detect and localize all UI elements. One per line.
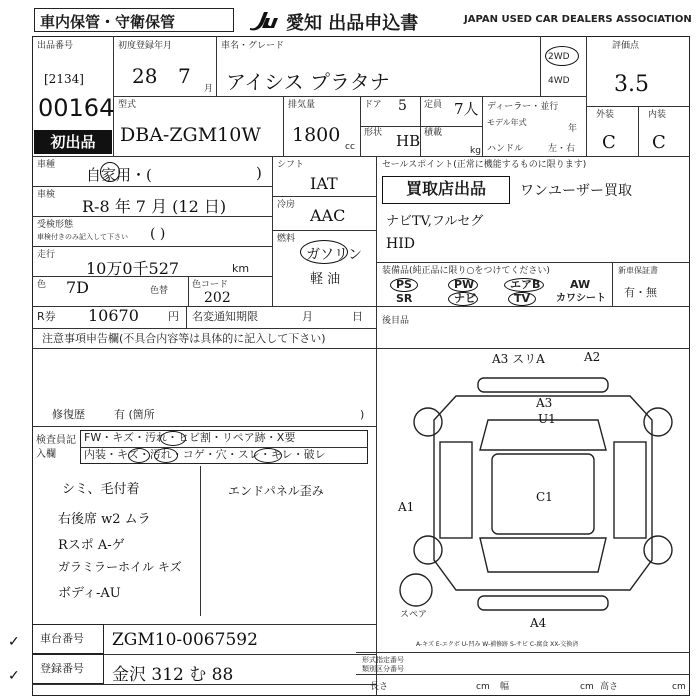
equipment-label: 装備品(純正品に限り○をつけてください): [382, 266, 550, 276]
insp2-rub-circle: [254, 448, 282, 463]
chassis-label: 車台番号: [40, 632, 84, 645]
diagram-label-spare: スペア: [400, 610, 428, 620]
equip-airbag: エアB: [510, 278, 541, 291]
dimension-label2: 類別区分番号: [362, 665, 404, 673]
insp2-dirt-circle: [154, 448, 178, 463]
registration-month-unit: 月: [204, 84, 214, 94]
score-value: 3.5: [614, 72, 649, 97]
insp1-repair: リペア跡: [222, 431, 266, 444]
vehicle-name-label: 車名・グレード: [221, 41, 285, 51]
shape-label: 形状: [364, 128, 383, 138]
model-label: 型式: [118, 100, 137, 110]
diagram-legend: A-キズ E-エクボ U-凹み W-補修跡 S-サビ C-腐食 XX-交換済: [416, 641, 579, 648]
receipt-note: 車検付きのみ記入して下さい: [37, 233, 128, 241]
color-code: 202: [204, 290, 231, 306]
chassis-value: ZGM10-0067592: [112, 630, 258, 650]
comment-1: シミ、毛付着: [62, 482, 140, 497]
displacement-value: 1800: [292, 124, 341, 146]
wheel-rl-shape: [414, 536, 442, 564]
wheel-fl-shape: [414, 408, 442, 436]
color-change-label: 色替: [150, 286, 169, 296]
registration-month: 7: [178, 64, 191, 88]
equip-airbag-circle: [504, 278, 544, 292]
inspection-label: 車検: [37, 190, 56, 200]
receipt-paren: ( ): [150, 226, 166, 242]
year-unit: 年: [568, 124, 578, 134]
wheel-fr-shape: [644, 408, 672, 436]
wheel-rr-shape: [644, 536, 672, 564]
diagram-label-a2: A2: [584, 350, 601, 364]
diagram-label-a4: A4: [530, 616, 547, 630]
inspection-value: R-8 年 7 月 (12 日): [82, 197, 227, 216]
check-mark-1: ✓: [8, 634, 20, 650]
notice-month: 月: [302, 310, 313, 323]
sales-point-line3: HID: [386, 236, 415, 252]
new-car-warranty-label: 新車保証書: [618, 266, 658, 275]
notice-label: 名変通知期限: [192, 310, 258, 323]
insp1-scratch: キズ: [112, 431, 134, 444]
receipt-label: 受検形態: [37, 220, 74, 230]
fuel-circle: [300, 240, 348, 264]
interior-label: 内装: [648, 110, 667, 120]
comment-6: ボディ-AU: [58, 586, 121, 601]
comment-4: Rスポ A-ゲ: [58, 538, 125, 553]
equip-ps-circle: [390, 278, 418, 292]
recycle-label: R券: [37, 310, 56, 323]
sales-points-label: セールスポイント(正常に機能するものに限ります): [382, 160, 587, 170]
usage-circle: [100, 162, 120, 182]
dimension-height-unit: cm: [672, 682, 686, 692]
inspector-row1: FW・キズ・汚れ・ヒビ割・リペア跡・X要: [84, 431, 296, 444]
exterior-score: C: [602, 132, 616, 153]
color-code-label: 色コード: [192, 280, 229, 290]
score-label: 評価点: [612, 41, 640, 51]
header-english-title: JAPAN USED CAR DEALERS ASSOCIATION: [464, 14, 692, 25]
lot-number: 00164: [38, 94, 115, 122]
dimension-label: 形式指定番号: [362, 656, 404, 664]
inspector-label: 検査員記入欄: [36, 435, 76, 460]
mileage-unit: km: [232, 262, 250, 275]
repair-value: 有 (箇所: [114, 408, 155, 421]
comment-5: ガラミラーホイル キズ: [58, 560, 182, 574]
interior-score: C: [652, 132, 666, 153]
fuel-label: 燃料: [277, 234, 296, 244]
insp2-interior: 内装: [84, 448, 106, 461]
equip-navi: ナビ: [454, 292, 476, 305]
vehicle-name: アイシス プラタナ: [226, 70, 390, 94]
dimension-height: 高さ: [600, 682, 619, 692]
diagram-label-u1: U1: [538, 412, 556, 426]
equip-sr: SR: [396, 292, 413, 305]
left-door-shape: [440, 442, 472, 538]
load-unit: kg: [470, 146, 481, 156]
insp2-dirt: 汚れ: [149, 448, 172, 461]
equip-tv: TV: [514, 292, 531, 305]
color-value: 7D: [66, 278, 90, 297]
insp2-cut: キレ: [270, 448, 293, 461]
insp2-rub: スレ: [237, 448, 260, 461]
equip-ps: PS: [396, 278, 412, 291]
repair-close: ): [360, 408, 365, 421]
dimension-length: 長さ: [370, 682, 389, 692]
drive-2wd: 2WD: [548, 52, 570, 62]
capacity-value: 7人: [454, 100, 479, 118]
notice-day: 日: [352, 310, 363, 323]
insp2-tear: 破レ: [303, 448, 326, 461]
fuel-value: ガソリン: [306, 247, 362, 263]
dimension-width-unit: cm: [580, 682, 594, 692]
comment-3: 右後席 w2 ムラ: [58, 512, 151, 527]
insp1-dirt: 汚れ: [145, 431, 167, 444]
diagram-label-c1: C1: [536, 490, 553, 504]
insp-dirt-circle: [160, 431, 186, 446]
insp1-x: X要: [276, 431, 296, 444]
handle-options: 左・右: [548, 144, 576, 154]
recycle-unit: 円: [168, 310, 179, 323]
usage-close: ): [256, 164, 262, 182]
shift-value: IAT: [310, 174, 338, 193]
comment-2: エンドパネル歪み: [228, 484, 324, 498]
insp2-scratch-circle: [128, 448, 150, 463]
equip-leather: カワシート: [556, 293, 606, 304]
diagram-label-a1: A1: [398, 500, 415, 514]
usage-label: 車種: [37, 160, 56, 170]
equip-aw: AW: [570, 278, 591, 291]
rear-bumper-shape: [478, 596, 608, 610]
spare-tire-shape: [400, 574, 432, 606]
dimension-length-unit: cm: [476, 682, 490, 692]
right-door-shape: [614, 442, 646, 538]
lot-label: 出品番号: [37, 41, 74, 51]
inspector-row2: 内装・キズ・汚れ・コゲ・穴・スレ・キレ・破レ: [84, 448, 326, 461]
diagram-label-a3: A3: [536, 396, 553, 410]
lot-sub-number: [2134]: [44, 72, 84, 86]
equip-pw: PW: [454, 278, 475, 291]
load-label: 積載: [424, 128, 443, 138]
repair-label: 修復歴: [52, 408, 85, 421]
doors-value: 5: [398, 98, 407, 114]
diagram-label-a3-sli: A3 スリA: [492, 352, 545, 366]
displacement-label: 排気量: [288, 100, 316, 110]
check-mark-2: ✓: [8, 668, 20, 684]
fuel-alt: 軽 油: [310, 272, 341, 287]
recycle-value: 10670: [88, 306, 139, 325]
registration-year: 28: [132, 64, 158, 88]
displacement-unit: cc: [345, 142, 355, 152]
first-listing-badge: 初出品: [34, 130, 112, 154]
plate-value: 金沢 312 む 88: [112, 665, 234, 685]
ac-value: AAC: [310, 206, 346, 225]
registration-label: 初度登録年月: [118, 41, 173, 51]
handle-label: ハンドル: [487, 144, 524, 154]
model-year-label: モデル年式: [487, 118, 527, 127]
model-value: DBA-ZGM10W: [120, 124, 261, 146]
mileage-value: 10万0千527: [86, 259, 180, 278]
header-org-title: 愛知 出品申込書: [286, 13, 419, 34]
insp2-burn: コゲ: [182, 448, 205, 461]
dealer-label: ディーラー・並行: [487, 102, 559, 112]
insp1-fw: FW: [84, 431, 102, 444]
rear-glass-shape: [480, 538, 606, 572]
shift-label: シフト: [277, 160, 305, 170]
exterior-label: 外装: [596, 110, 615, 120]
door-label: ドア: [364, 100, 382, 110]
equip-navi-circle: [448, 292, 478, 306]
color-label: 色: [37, 280, 47, 290]
header-left-title: 車内保管・守衛保管: [40, 13, 176, 31]
drive-4wd: 4WD: [548, 76, 570, 86]
sales-point-line2: ナビTV,フルセグ: [386, 214, 484, 229]
mileage-label: 走行: [37, 250, 56, 260]
drive-2wd-circle: [545, 46, 579, 66]
new-car-warranty-value: 有・無: [624, 286, 657, 299]
usage-value: 自家用・(: [86, 166, 152, 184]
notes-label: 注意事項申告欄(不具合内容等は具体的に記入して下さい): [42, 332, 326, 345]
sales-points-stamp: 買取店出品: [382, 176, 510, 204]
equip-tv-circle: [508, 292, 536, 306]
sales-point-line1: ワンユーザー買取: [520, 183, 632, 199]
front-bumper-shape: [478, 378, 608, 392]
insp1-crack: ヒビ割: [178, 431, 211, 444]
insp2-hole: 穴: [215, 448, 227, 461]
equipment-grid: [382, 278, 610, 306]
ju-logo: [246, 8, 282, 32]
other-label: 後目品: [382, 316, 410, 326]
plate-label: 登録番号: [40, 662, 84, 675]
capacity-label: 定員: [424, 100, 443, 110]
car-diagram: [396, 350, 690, 640]
dimension-width: 幅: [500, 682, 510, 692]
shape-value: HB: [396, 132, 421, 150]
equip-pw-circle: [448, 278, 478, 292]
insp2-scratch: キズ: [117, 448, 139, 461]
ac-label: 冷房: [277, 200, 296, 210]
